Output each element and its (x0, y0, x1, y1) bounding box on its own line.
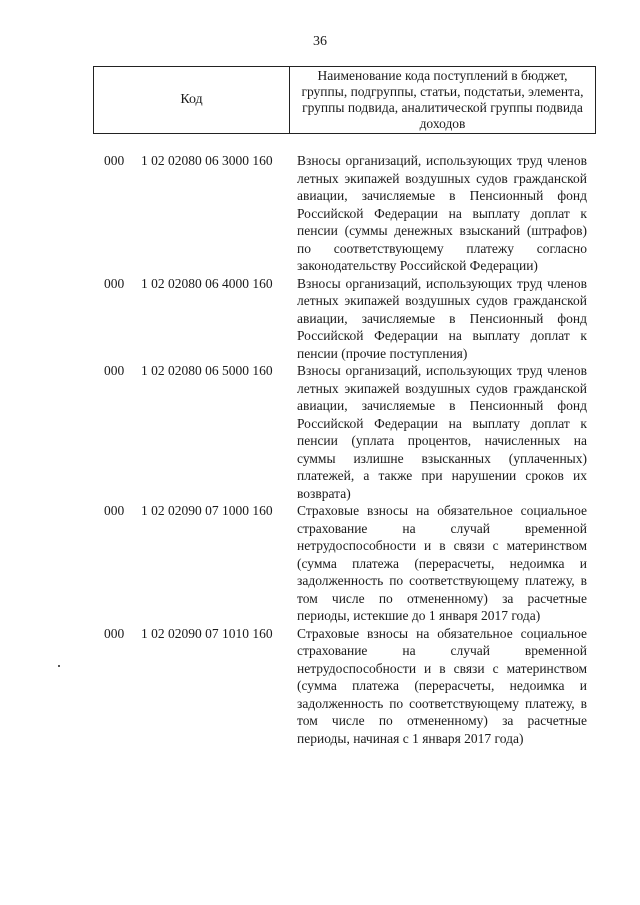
admin-code: 000 (104, 153, 125, 168)
revenue-description: Взносы организаций, использующих труд членов летных экипажей воздушных судов гражданской авиации, зачисляемые в Пенсионный фонд Российской Федерации на выплату доплат к пенсии (суммы денежных взысканий (штрафов) по соответствующему платежу согласно законодательству Российской Федерации) (297, 153, 587, 273)
revenue-description: Взносы организаций, использующих труд членов летных экипажей воздушных судов гражданской авиации, зачисляемые в Пенсионный фонд Российской Федерации на выплату доплат к пенсии (уплата процентов, начисленных на суммы излишне взысканных (уплаченных) платежей, а также при нарушении сроков их возврата) (297, 363, 587, 501)
page-number: 36 (313, 34, 327, 49)
list-item (0, 502, 640, 625)
list-item (0, 362, 640, 502)
revenue-code: 1 02 02090 07 1000 160 (141, 503, 273, 518)
revenue-description: Страховые взносы на обязательное социальное страхование на случай временной нетрудоспособности и в связи с материнством (сумма платежа (перерасчеты, недоимка и задолженность по соответствующему платежу, в том числе по отмененному) за расчетные периоды, начиная с 1 января 2017 года) (297, 625, 587, 746)
table-header (93, 66, 596, 134)
revenue-description: Взносы организаций, использующих труд членов летных экипажей воздушных судов гражданской авиации, зачисляемые в Пенсионный фонд Российской Федерации на выплату доплат к пенсии (прочие поступления) (297, 275, 587, 361)
admin-code: 000 (104, 363, 125, 378)
header-code-cell: Код (94, 67, 290, 133)
admin-code: 000 (104, 625, 125, 641)
revenue-code: 1 02 02080 06 4000 160 (141, 275, 273, 291)
scan-speck (58, 665, 60, 667)
list-item (0, 152, 640, 275)
list-item (0, 275, 640, 363)
header-name-cell: Наименование кода поступлений в бюджет, группы, подгруппы, статьи, подстатьи, элемента, группы подвида, аналитической группы подвида доходов (301, 68, 584, 131)
list-item (0, 625, 640, 748)
admin-code: 000 (104, 503, 125, 518)
revenue-description: Страховые взносы на обязательное социальное страхование на случай временной нетрудоспособности и в связи с материнством (сумма платежа (перерасчеты, недоимка и задолженность по соответствующему платежу, в том числе по отмененному) за расчетные периоды, истекшие до 1 января 2017 года) (297, 503, 587, 623)
admin-code: 000 (104, 275, 125, 291)
revenue-code: 1 02 02080 06 5000 160 (141, 363, 273, 378)
revenue-code: 1 02 02090 07 1010 160 (141, 625, 273, 641)
entries-list (0, 152, 640, 747)
revenue-code: 1 02 02080 06 3000 160 (141, 153, 273, 168)
